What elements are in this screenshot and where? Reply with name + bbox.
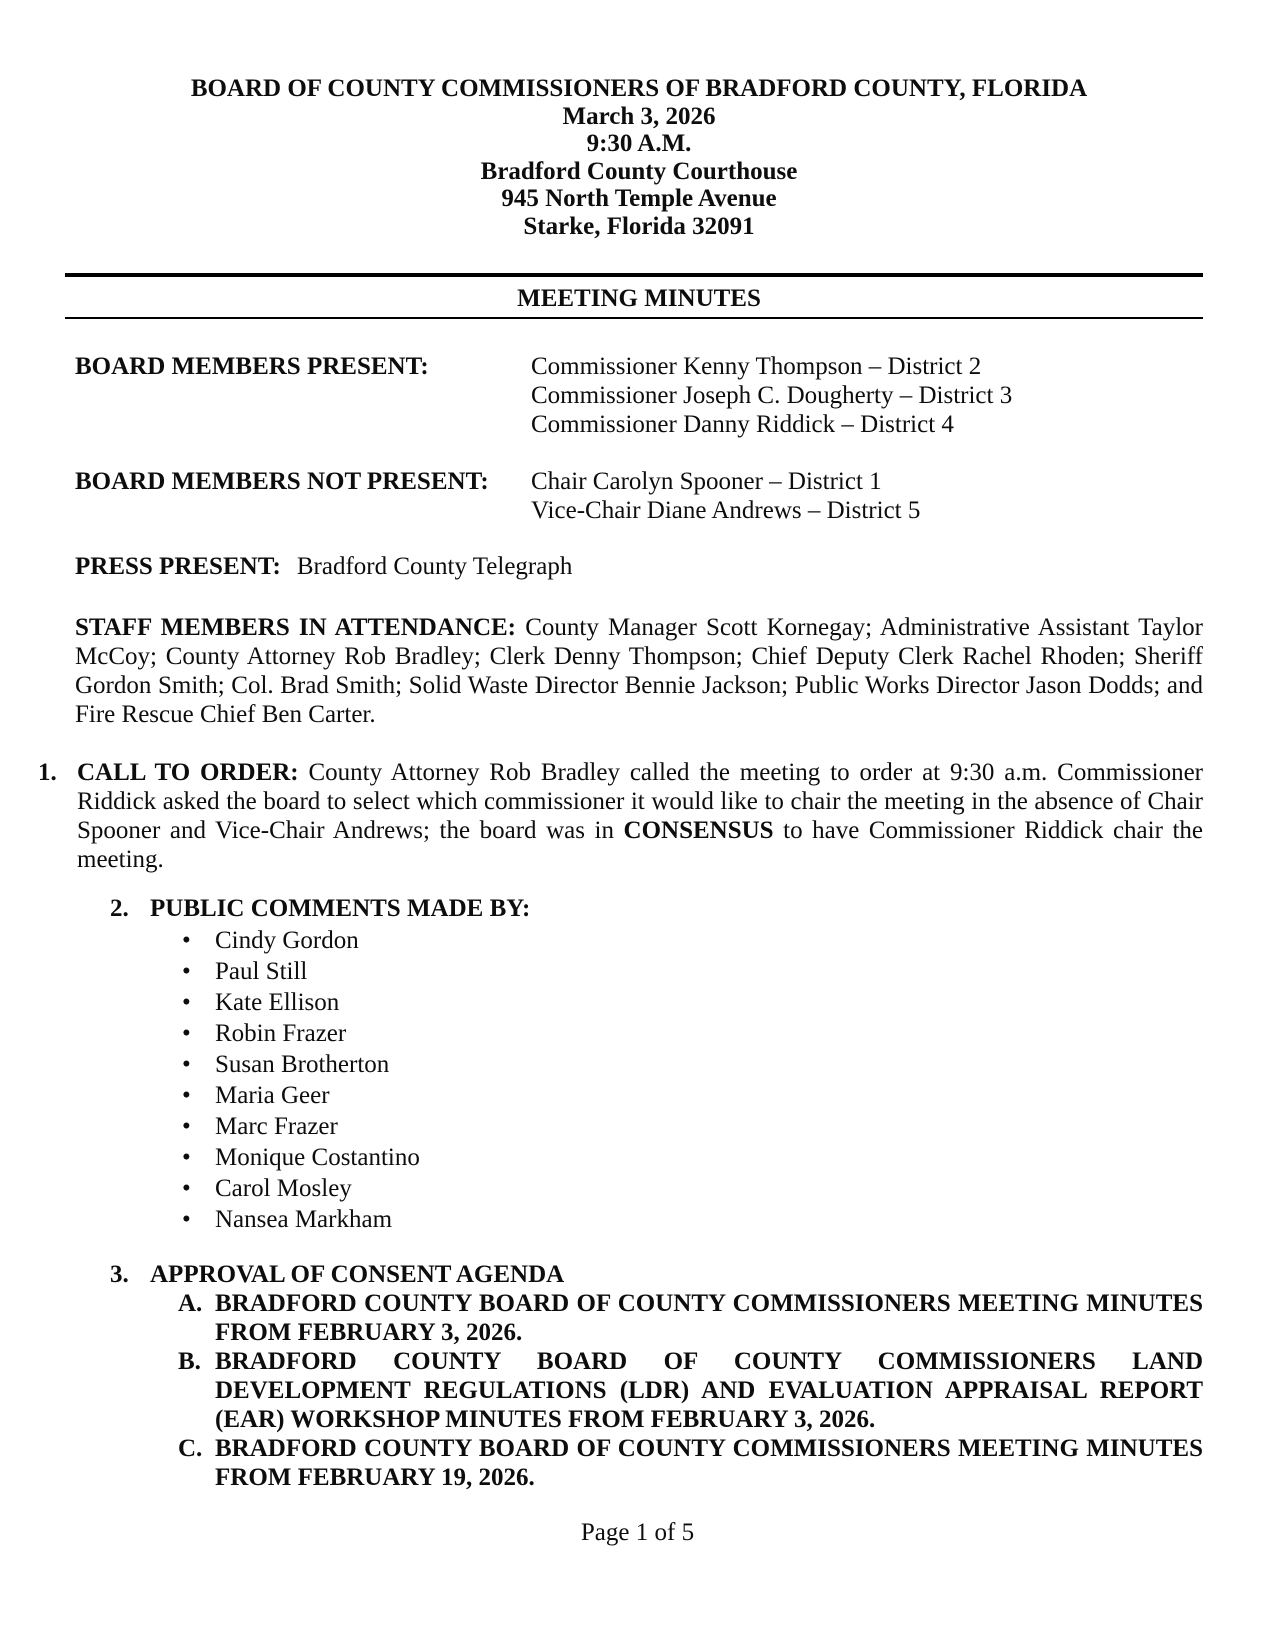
- board-members-present-row: [75, 352, 1203, 439]
- bullet-icon: •: [182, 1082, 191, 1109]
- not-present-label: BOARD MEMBERS NOT PRESENT:: [75, 468, 489, 495]
- staff-attendance-label: STAFF MEMBERS IN ATTENDANCE:: [75, 614, 517, 641]
- page-number-indicator: Page 1 of 5: [580, 1519, 695, 1546]
- present-member: Commissioner Joseph C. Dougherty – District 3: [531, 382, 1013, 409]
- list-item: [75, 925, 1203, 956]
- speaker-name: Cindy Gordon: [215, 927, 359, 954]
- public-comment-speakers-list: [75, 925, 1203, 1235]
- public-comments-title: PUBLIC COMMENTS MADE BY:: [150, 895, 531, 922]
- bullet-icon: •: [182, 927, 191, 954]
- item-2-number: 2.: [110, 895, 129, 922]
- document-type-title: MEETING MINUTES: [517, 285, 761, 312]
- agenda-item-3-consent-agenda: [75, 1260, 1203, 1492]
- press-present-value: Bradford County Telegraph: [296, 553, 573, 580]
- document-header: [75, 75, 1203, 240]
- bullet-icon: •: [182, 958, 191, 985]
- bullet-icon: •: [182, 1206, 191, 1233]
- header-address: 945 North Temple Avenue: [501, 185, 777, 212]
- list-item: [75, 1080, 1203, 1111]
- consent-agenda-subitems: [75, 1289, 1203, 1492]
- divider-above-title: [65, 273, 1203, 277]
- bullet-icon: •: [182, 1113, 191, 1140]
- list-item: [75, 1204, 1203, 1235]
- present-label: BOARD MEMBERS PRESENT:: [75, 353, 429, 380]
- call-to-order-text-before: County Attorney Rob Bradley called the meeting to order at 9:30 a.m. Commissioner Riddick asked the board to select which commissioner it would like to chair the meeting in the absence of Chair Spooner and Vice-Chair Andrews; the board was in: [77, 759, 1204, 844]
- item-3-number: 3.: [110, 1261, 129, 1288]
- subitem-text: BRADFORD COUNTY BOARD OF COUNTY COMMISSIONERS MEETING MINUTES FROM FEBRUARY 19, 2026.: [215, 1435, 1203, 1491]
- header-venue: Bradford County Courthouse: [480, 157, 798, 185]
- list-item: [75, 987, 1203, 1018]
- present-member: Commissioner Danny Riddick – District 4: [531, 411, 954, 438]
- subitem-letter: B.: [178, 1348, 201, 1375]
- bullet-icon: •: [182, 1020, 191, 1047]
- list-item: [75, 1018, 1203, 1049]
- bullet-icon: •: [182, 1175, 191, 1202]
- consensus-emphasis: CONSENSUS: [623, 817, 774, 844]
- speaker-name: Nansea Markham: [215, 1206, 393, 1233]
- header-city-state-zip: Starke, Florida 32091: [523, 212, 755, 240]
- attendance-section: [75, 352, 1203, 729]
- agenda-item-1-call-to-order: [38, 758, 1204, 874]
- list-item: [75, 1111, 1203, 1142]
- speaker-name: Robin Frazer: [215, 1020, 347, 1047]
- list-item: [75, 1049, 1203, 1080]
- consent-agenda-heading: [75, 1260, 1203, 1289]
- agenda-item-2-public-comments: [75, 894, 1203, 1235]
- subitem-letter: C.: [178, 1435, 203, 1462]
- press-present-label: PRESS PRESENT:: [75, 553, 281, 580]
- consent-subitem-a: [75, 1289, 1203, 1347]
- call-to-order-item: [38, 758, 1203, 874]
- speaker-name: Kate Ellison: [215, 989, 340, 1016]
- call-to-order-paragraph: [77, 758, 1203, 874]
- bullet-icon: •: [182, 1051, 191, 1078]
- speaker-name: Maria Geer: [215, 1082, 330, 1109]
- speaker-name: Monique Costantino: [215, 1144, 420, 1171]
- header-time: 9:30 A.M.: [586, 130, 692, 157]
- subitem-letter: A.: [178, 1290, 203, 1317]
- present-member: Commissioner Kenny Thompson – District 2: [531, 353, 982, 380]
- consent-subitem-c: [75, 1434, 1203, 1492]
- not-present-member: Vice-Chair Diane Andrews – District 5: [531, 497, 921, 524]
- not-present-members: [531, 467, 1203, 525]
- speaker-name: Susan Brotherton: [215, 1051, 390, 1078]
- bullet-icon: •: [182, 989, 191, 1016]
- present-members: [531, 352, 1203, 439]
- subitem-text: BRADFORD COUNTY BOARD OF COUNTY COMMISSIONERS LAND DEVELOPMENT REGULATIONS (LDR) AND EVALUATION APPRAISAL REPORT (EAR) WORKSHOP MINUTES FROM FEBRUARY 3, 2026.: [215, 1348, 1203, 1433]
- public-comments-heading: [75, 894, 1203, 923]
- call-to-order-label: CALL TO ORDER:: [77, 759, 299, 786]
- divider-below-title: [65, 317, 1203, 319]
- consent-subitem-b: [75, 1347, 1203, 1434]
- not-present-member: Chair Carolyn Spooner – District 1: [531, 468, 882, 495]
- header-date: March 3, 2026: [562, 102, 716, 130]
- speaker-name: Carol Mosley: [215, 1175, 352, 1202]
- header-org-title: BOARD OF COUNTY COMMISSIONERS OF BRADFORD COUNTY, FLORIDA: [190, 75, 1088, 102]
- press-present-line: [75, 552, 1203, 581]
- speaker-name: Marc Frazer: [215, 1113, 338, 1140]
- board-members-not-present-row: [75, 467, 1203, 525]
- bullet-icon: •: [182, 1144, 191, 1171]
- list-item: [75, 1142, 1203, 1173]
- list-item: [75, 956, 1203, 987]
- call-to-order-text-after: to have Commissioner Riddick chair the meeting.: [77, 817, 1203, 873]
- speaker-name: Paul Still: [215, 958, 308, 985]
- item-1-number: 1.: [38, 759, 57, 786]
- staff-attendance-text: County Manager Scott Kornegay; Administrative Assistant Taylor McCoy; County Attorney Rob Bradley; Clerk Denny Thompson; Chief Deputy Clerk Rachel Rhoden; Sheriff Gordon Smith; Col. Brad Smith; Solid Waste Director Bennie Jackson; Public Works Director Jason Dodds; and Fire Rescue Chief Ben Carter.: [75, 614, 1203, 728]
- staff-attendance-paragraph: [75, 613, 1203, 729]
- consent-agenda-title: APPROVAL OF CONSENT AGENDA: [150, 1261, 565, 1288]
- list-item: [75, 1173, 1203, 1204]
- subitem-text: BRADFORD COUNTY BOARD OF COUNTY COMMISSIONERS MEETING MINUTES FROM FEBRUARY 3, 2026.: [215, 1290, 1203, 1346]
